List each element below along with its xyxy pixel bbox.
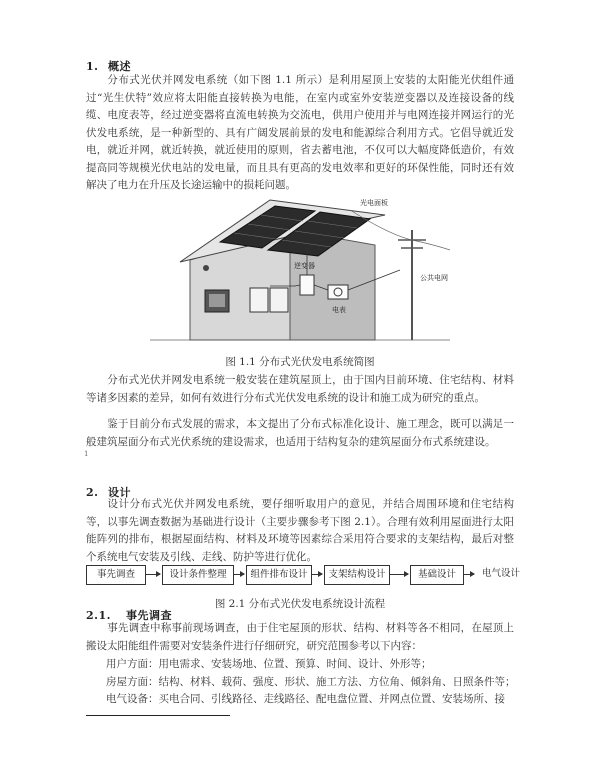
section-1-title: 概述 [108, 60, 131, 73]
section-2-paragraph-1-text: 设计分布式光伏并网发电系统，要仔细听取用户的意见，并结合周围环境和住宅结构等，以事先调查数据为基础进行设计（主要步骤参考下图 2.1）。合理有效利用屋面进行太阳能阵列的排布，根据屋面结构、材料及环境等因素综合采用符合要求的支架结构，最后对整个系统电气安装及引线、走线、防护等进行优化。 [86, 498, 514, 563]
meter-icon [328, 285, 348, 299]
flow-arrow [146, 574, 160, 575]
flow-step-foundation: 基础设计 [410, 565, 464, 585]
section-2-1-paragraph-1-text: 事先调查中称事前现场调查，由于住宅屋顶的形状、结构、材料等各不相同，在屋顶上搬设太阳能组件需要对安装条件进行仔细研究，研究范围参考以下内容： [86, 622, 514, 652]
flow-step-conditions: 设计条件整理 [162, 565, 234, 585]
section-1-paragraph-2 [86, 372, 514, 407]
inverter-icon [300, 275, 314, 295]
flow-step-electrical: 电气设计 [476, 565, 526, 583]
section-1-number: 1. [86, 60, 99, 73]
flow-arrow [390, 574, 408, 575]
flow-step-layout: 组件排布设计 [246, 565, 312, 585]
section-2-title: 设计 [108, 486, 131, 499]
section-1-paragraph-3 [86, 416, 514, 451]
section-1-paragraph-1-text: 分布式光伏并网发电系统（如下图 1.1 所示）是利用屋顶上安装的太阳能光伏组件通过“光生伏特”效应将太阳能直接转换为电能，在室内或室外安装逆变器以及连接设备的线缆、电度表等，经过逆变器将直流电转换为交流电，供用户使用并与电网连接并网运行的光伏发电系统，是一种新型的、具有广阔发展前景的发电和能源综合利用方式。它倡导就近发电，就近并网，就近转换，就近使用的原则，省去蓄电池，不仅可以大幅度降低造价，有效提高同等规模光伏电站的发电量，而且具有更高的发电效率和更好的环保性能，同时还有效解决了电力在升压及长途运输中的损耗问题。 [86, 74, 514, 191]
label-panel: 光电面板 [360, 199, 388, 207]
figure-1-caption: 图 1.1 分布式光伏发电系统简图 [225, 356, 375, 368]
section-1-paragraph-3-text: 鉴于目前分布式发展的需求，本文提出了分布式标准化设计、施工理念，既可以满足一般建筑屋面分布式光伏系统的建设需求，也适用于结构复杂的建筑屋面分布式系统建设。 [86, 418, 514, 448]
section-2-1-title: 事先调查 [126, 609, 172, 622]
label-grid: 公共电网 [420, 274, 448, 282]
section-2-paragraph-1 [86, 496, 514, 566]
section-1-paragraph-1 [86, 72, 514, 195]
appliance-icon [250, 288, 268, 312]
footnote-rule [86, 715, 230, 716]
appliance-icon [270, 288, 288, 312]
label-meter: 电表 [332, 306, 346, 314]
section-2-1-number: 2.1. [86, 609, 111, 622]
section-2-number: 2. [86, 486, 99, 499]
flow-step-survey: 事先调查 [86, 565, 146, 585]
flow-step-structure: 支架结构设计 [324, 565, 390, 585]
survey-item-house: 房屋方面：结构、材料、载荷、强度、形状、施工方法、方位角、倾斜角、日照条件等； [106, 675, 516, 688]
flow-arrow [464, 574, 474, 575]
survey-item-user: 用户方面：用电需求、安装场地、位置、预算、时间、设计、外形等； [106, 658, 432, 670]
section-2-1-paragraph-1 [86, 620, 514, 655]
figure-2-caption: 图 2.1 分布式光伏发电系统设计流程 [214, 598, 386, 610]
design-flowchart [86, 565, 526, 587]
flow-arrow [234, 574, 244, 575]
survey-items [106, 656, 526, 709]
survey-item-electrical: 电气设备：买电合同、引线路径、走线路径、配电盘位置、并网点位置、安装场所、接 [106, 693, 505, 705]
flow-arrow [312, 574, 322, 575]
label-inverter: 逆变器 [294, 262, 315, 270]
section-1-paragraph-2-text: 分布式光伏并网发电系统一般安装在建筑屋顶上，由于国内目前环境、住宅结构、材料等诸多因素的差异，如何有效进行分布式光伏发电系统的设计和施工成为研究的重点。 [86, 374, 514, 404]
paragraph-marker: 1 [84, 450, 89, 458]
pv-system-diagram [150, 190, 450, 348]
